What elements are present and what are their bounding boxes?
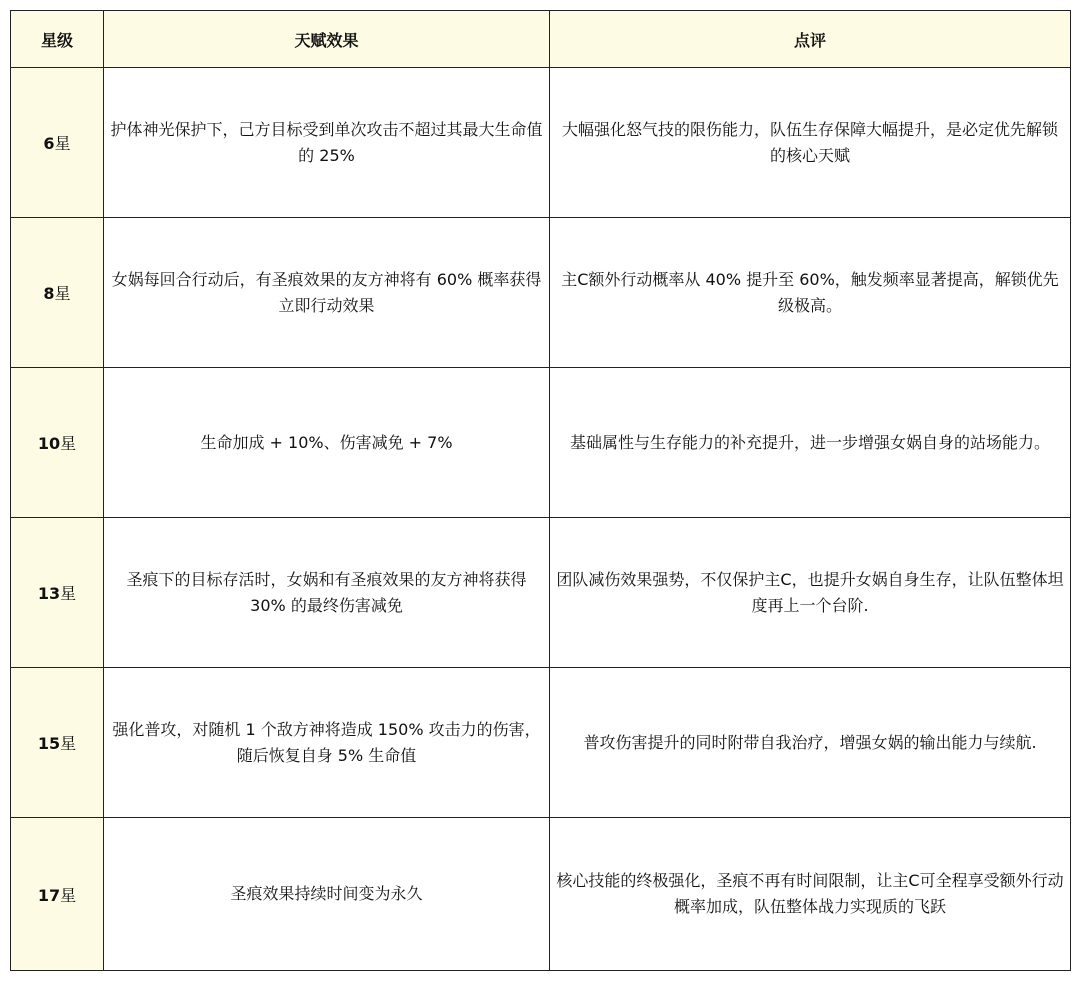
table-row bbox=[11, 368, 1071, 518]
star-level-number: 10 bbox=[37, 434, 61, 453]
review-cell: 大幅强化怒气技的限伤能力，队伍生存保障大幅提升，是必定优先解锁的核心天赋 bbox=[550, 68, 1071, 218]
star-level-number: 13 bbox=[37, 584, 61, 603]
star-level-unit: 星 bbox=[60, 584, 77, 603]
star-level-cell bbox=[11, 518, 104, 668]
star-level-unit: 星 bbox=[60, 734, 77, 753]
header-row bbox=[11, 11, 1071, 68]
talent-effect-cell: 生命加成 + 10%、伤害减免 + 7% bbox=[104, 368, 550, 518]
star-level-number: 15 bbox=[37, 734, 61, 753]
header-star-level: 星级 bbox=[11, 11, 104, 68]
review-cell: 基础属性与生存能力的补充提升，进一步增强女娲自身的站场能力。 bbox=[550, 368, 1071, 518]
talent-effect-cell: 强化普攻，对随机 1 个敌方神将造成 150% 攻击力的伤害，随后恢复自身 5% 生命值 bbox=[104, 668, 550, 818]
star-level-number: 6 bbox=[43, 134, 55, 153]
star-level-cell bbox=[11, 218, 104, 368]
header-talent-effect: 天赋效果 bbox=[104, 11, 550, 68]
talent-effect-cell: 圣痕下的目标存活时，女娲和有圣痕效果的友方神将获得 30% 的最终伤害减免 bbox=[104, 518, 550, 668]
talent-effect-cell: 圣痕效果持续时间变为永久 bbox=[104, 818, 550, 971]
star-level-cell bbox=[11, 668, 104, 818]
review-cell: 普攻伤害提升的同时附带自我治疗，增强女娲的输出能力与续航. bbox=[550, 668, 1071, 818]
star-level-unit: 星 bbox=[60, 434, 77, 453]
star-level-unit: 星 bbox=[60, 885, 77, 905]
star-level-number: 8 bbox=[43, 284, 55, 303]
table-row bbox=[11, 518, 1071, 668]
talent-effect-cell: 女娲每回合行动后，有圣痕效果的友方神将有 60% 概率获得立即行动效果 bbox=[104, 218, 550, 368]
review-cell: 团队减伤效果强势，不仅保护主C，也提升女娲自身生存，让队伍整体坦度再上一个台阶. bbox=[550, 518, 1071, 668]
header-review: 点评 bbox=[550, 11, 1071, 68]
table-row bbox=[11, 668, 1071, 818]
star-level-unit: 星 bbox=[54, 134, 71, 153]
star-level-cell bbox=[11, 818, 104, 971]
review-cell: 核心技能的终极强化，圣痕不再有时间限制，让主C可全程享受额外行动概率加成，队伍整体战力实现质的飞跃 bbox=[550, 818, 1071, 971]
star-level-unit: 星 bbox=[54, 284, 71, 303]
star-talent-table bbox=[10, 10, 1071, 971]
table-row bbox=[11, 818, 1071, 971]
talent-effect-cell: 护体神光保护下，己方目标受到单次攻击不超过其最大生命值的 25% bbox=[104, 68, 550, 218]
star-level-number: 17 bbox=[37, 885, 61, 905]
table-row bbox=[11, 218, 1071, 368]
star-level-cell bbox=[11, 68, 104, 218]
star-level-cell bbox=[11, 368, 104, 518]
table-row bbox=[11, 68, 1071, 218]
review-cell: 主C额外行动概率从 40% 提升至 60%，触发频率显著提高，解锁优先级极高。 bbox=[550, 218, 1071, 368]
